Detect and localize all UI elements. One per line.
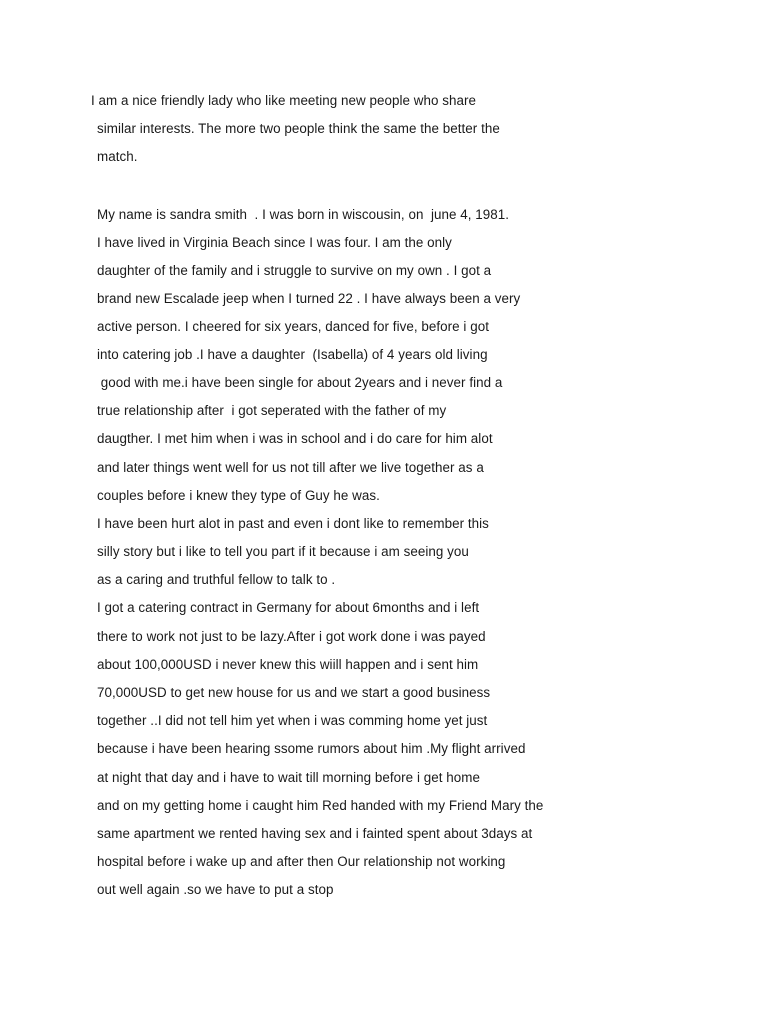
text-line: hospital before i wake up and after then Our relationship not working (97, 854, 506, 869)
text-line: about 100,000USD i never knew this wiill happen and i sent him (97, 657, 479, 672)
text-line: couples before i knew they type of Guy he was. (97, 488, 380, 503)
text-line: I am a nice friendly lady who like meeting new people who share (91, 93, 476, 108)
text-line: brand new Escalade jeep when I turned 22 . I have always been a very (97, 291, 521, 306)
text-line: true relationship after i got seperated with the father of my (97, 403, 447, 418)
text-line: good with me.i have been single for about 2years and i never find a (97, 375, 503, 390)
text-line: I have been hurt alot in past and even i dont like to remember this (97, 516, 489, 531)
text-line: at night that day and i have to wait till morning before i get home (97, 770, 480, 785)
text-line: and on my getting home i caught him Red handed with my Friend Mary the (97, 798, 544, 813)
text-line: together ..I did not tell him yet when i was comming home yet just (97, 713, 488, 728)
text-line: match. (97, 149, 138, 164)
text-line: daugther. I met him when i was in school and i do care for him alot (97, 431, 493, 446)
text-line: My name is sandra smith . I was born in wiscousin, on june 4, 1981. (97, 207, 510, 222)
text-line: 70,000USD to get new house for us and we start a good business (97, 685, 491, 700)
text-line: daughter of the family and i struggle to survive on my own . I got a (97, 263, 492, 278)
text-line: I got a catering contract in Germany for about 6months and i left (97, 600, 480, 615)
text-line: out well again .so we have to put a stop (97, 882, 334, 897)
text-line: active person. I cheered for six years, danced for five, before i got (97, 319, 489, 334)
text-line: same apartment we rented having sex and i fainted spent about 3days at (97, 826, 533, 841)
text-line: similar interests. The more two people think the same the better the (97, 121, 500, 136)
text-line: and later things went well for us not till after we live together as a (97, 460, 484, 475)
text-line: there to work not just to be lazy.After i got work done i was payed (97, 629, 486, 644)
text-line: I have lived in Virginia Beach since I was four. I am the only (97, 235, 452, 250)
text-line: silly story but i like to tell you part if it because i am seeing you (97, 544, 469, 559)
text-line: as a caring and truthful fellow to talk to . (97, 572, 336, 587)
text-line: into catering job .I have a daughter (Isabella) of 4 years old living (97, 347, 488, 362)
text-line: because i have been hearing ssome rumors about him .My flight arrived (97, 741, 526, 756)
